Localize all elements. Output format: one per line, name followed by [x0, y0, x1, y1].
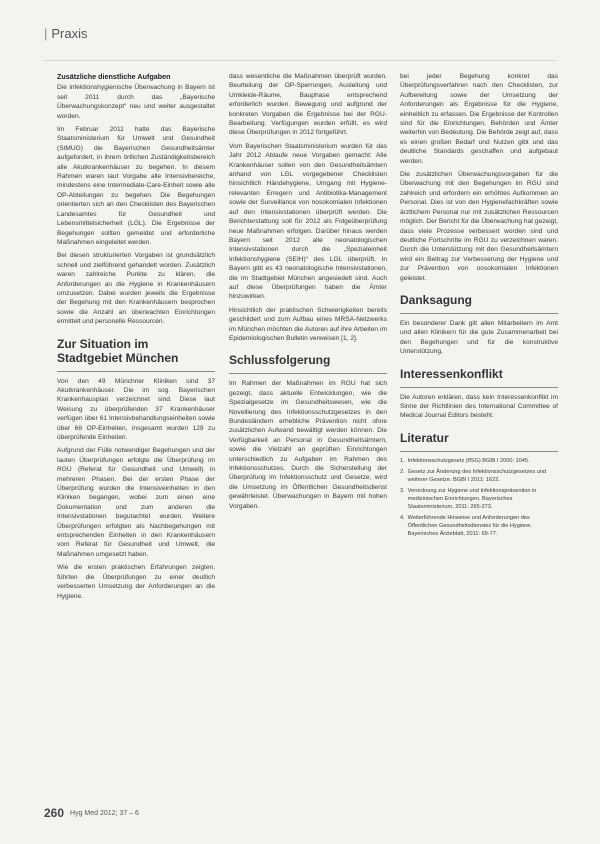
heading-situation: Zur Situation im Stadtgebiet München	[57, 336, 179, 365]
section-rule	[57, 371, 215, 372]
paragraph: Im Rahmen der Maßnahmen im RGU hat sich gezeigt, dass aktuelle Entwicklungen, wie die Spezialgesetze im Gesundheitswesen, wie die Novellierung des Infektionsschutzgesetzes in den Bundesländern erhebliche Prävention nicht ohne zusätzlichen Aufwand bewältigt werden können. Die Verfügbarkeit an Personal in Gesundheitsämtern, sowie die Vielzahl an geprüften Einrichtungen unterschiedlich zu Aufgaben im Rahmen des Infektionsschutzes. Durch die Sicherstellung der Überprüfung im Infektionsschutz und Gesetze, wird die Umsetzung im Öffentlichen Gesundheitsdienst gewährleistet. Überwachungen in Bayern mit hohen Vorgaben.	[229, 380, 387, 510]
column-2	[229, 72, 387, 515]
reference-list	[400, 457, 558, 538]
reference-number: 2.	[400, 468, 405, 475]
section-rule	[229, 373, 387, 374]
paragraph: Bei diesen strukturierten Vorgaben ist grundsätzlich schnell und zielführend gehandelt worden. Zusätzlich waren zahlreiche Punkte zu klären, die Anforderungen an die Hygiene in Krankenhäusern umzusetzen. Dabei wurden jeweils die Ergebnisse der Begehung mit den Krankenhäusern besprochen sowie die Anzahl an überwachten Einrichtungen ermittelt und personelle Ressourcen.	[57, 252, 215, 326]
paragraph: Die infektionshygienische Überwachung in Bayern ist seit 2011 durch das „Bayerische Überwachungskonzept“ neu und weiter ausgestaltet worden.	[57, 84, 215, 120]
reference-text: Infektionsschutzgesetz (IfSG) BGBl I 2000: 1045.	[407, 457, 530, 464]
paragraph: Die Autoren erklären, dass kein Interessenkonflikt im Sinne der Richtlinien des International Committee of Medical Journal Editors besteht.	[400, 393, 558, 420]
reference-item	[400, 457, 558, 465]
heading-conflict: Interessenkonflikt	[400, 366, 503, 381]
reference-number: 1.	[400, 457, 405, 464]
column-3	[400, 72, 558, 541]
paragraph: Im Februar 2011 hatte das Bayerische Staatsministerium für Umwelt und Gesundheit (StMUG) die Bayerischen Gesundheitsämter aufgefordert, in ihrem örtlichen Zuständigkeitsbereich alle Akutkrankenhäuser zu begehen. In diesem Rahmen waren laut Vorgabe alle Intensivbereiche, mindestens eine Intermediate-Care-Einheit sowie alle OP-Abteilungen zu begehen. Die Begehungen orientierten sich an den Checklisten des Bayerischen Landesamtes für Gesundheit und Lebensmittelsicherheit (LGL). Die Ergebnisse der Begehungen sollten gemeldet und erforderliche Maßnahmen eingeleitet werden.	[57, 126, 215, 246]
paragraph: bei jeder Begehung konkret das Überprüfungsverfahren nach den Checklisten, zur Aufbereitung sowie der Umsetzung der Anforderungen als Ergebnisse für die Hygiene, einheitlich zu erfassen. Die Ergebnisse der Kontrollen sind für die Einrichtungen, Behörden und Ämter weiterhin von Bedeutung. Die Behörde zeigt auf, dass es einen großen Bedarf und Nutzen gibt und das deutliche Standards geschaffen und aufgebaut werden.	[400, 73, 558, 165]
paragraph: Aufgrund der Fülle notwendiger Begehungen und der lauten Überprüfungen erfolgte die Überprüfung im RGU (Referat für Gesundheit und Umwelt) in mehreren Phasen. Bei der ersten Phase der Überprüfung wurden die Intensiveinheiten in den Kliniken begangen, wobei zum einen eine Dokumentation und zum anderen die Intensivstationen begutachtet wurden. Weitere Überprüfungen erfolgten als Nachbegehungen mit entsprechenden Einheiten in den Krankenhäusern vom Referat für Gesundheit und Umwelt, die Maßnahmen umgesetzt haben.	[57, 447, 215, 558]
reference-number: 3.	[400, 487, 405, 494]
section-rule	[400, 387, 558, 388]
heading-conclusion: Schlussfolgerung	[229, 353, 331, 368]
journal-citation: Hyg Med 2012; 37 – 6	[70, 809, 139, 817]
page-footer	[44, 806, 139, 820]
reference-item	[400, 468, 558, 484]
section-rule	[400, 451, 558, 452]
paragraph: Hinsichtlich der praktischen Schwierigkeiten bereits geschildert und zum Aufbau eines MRSA-Netzwerks im München möchten die Autoren auf ihre Arbeiten im Epidemiologischen Bulletin verweisen [1, 2].	[229, 306, 387, 342]
header-rule	[44, 60, 556, 61]
reference-item	[400, 514, 558, 538]
heading-literature: Literatur	[400, 430, 449, 445]
reference-text: Verordnung zur Hygiene und Infektionsprävention in medizinischen Einrichtungen. Bayerisches Staatsministerium, 2011: 265-273.	[407, 487, 537, 510]
reference-number: 4.	[400, 514, 405, 521]
page-number: 260	[44, 806, 65, 820]
paragraph: Die zusätzlichen Überwachungsvorgaben für die Überwachung mit den Begehungen im RGU sind zahlreich und erfordern ein erhöhtes Aufkommen an Personal. Dies ist von den Hygienefachkräften sowie ärztlichem Personal nur mit zusätzlichen Ressourcen möglich. Der Bericht für die Überwachung hat gezeigt, dass viele Prozesse verbessert worden sind und deutliche Fortschritte im RGU zu verzeichnen waren. Durch die Unterstützung mit den Gesundheitsämtern wird ein Beitrag zur Verbesserung der Hygiene und zur Prävention von nosokomialen Infektionen geleistet.	[400, 171, 558, 282]
heading-thanks: Danksagung	[400, 292, 473, 307]
heading-additional-tasks: Zusätzliche dienstliche Aufgaben	[57, 72, 171, 81]
paragraph: dass wesentliche die Maßnahmen überprüft wurden. Beurteilung der OP-Sperrungen, Ausleitung und Umkleide-Räume, Bauphase entsprechend erforderlich wurden. Bewegung und aufgrund der konkreten Vorgaben die Ergebnisse bei der RGU-Bearbeitung. Verfügungen wurden erfüllt, es wird diese Überprüfungen in 2012 fortgeführt.	[229, 73, 387, 137]
header-divider: |	[44, 26, 48, 41]
reference-text: Gesetz zur Änderung des Infektionsschutzgesetzes und weiterer Gesetze. BGBl I 2011: 1622.	[407, 468, 547, 483]
paragraph: Ein besonderer Dank gilt allen Mitarbeitern im Amt und allen Klinikern für die gute Zusammenarbeit bei den Begehungen und für die konstruktive Unterstützung.	[400, 319, 558, 356]
section-label: Praxis	[51, 26, 88, 41]
section-header	[44, 26, 88, 41]
paragraph: Wie die ersten praktischen Erfahrungen zeigten, führten die Überprüfungen zu einer deutlich verbesserten Umsetzung der Anforderungen an die Hygiene.	[57, 564, 215, 600]
section-rule	[400, 313, 558, 314]
paragraph: Vom Bayerischen Staatsministerium wurden für das Jahr 2012 Ablaufe neue Vorgaben gemacht: Alle Krankenhäuser sollen von den Gesundheitsämtern anhand von LGL vorgegebener Checklisten hinsichtlich Händehygiene, Umgang mit Hygiene-relevanten Erregern und Antibiotika-Management sowie der Surveillance von nosokomialen Infektionen auf den Intensivstationen überprüft werden. Die Berichterstattung soll für 2012 als Folgeüberprüfung neue Maßnahmen erfolgen. Darüber hinaus werden Bayern seit 2012 alle neonatologischen Intensivstationen durch die „Spezialeinheit Infektionshygiene (SEIH)“ des LGL überprüft. In Bayern gibt es 43 neonatologische Intensivstationen, die im Stadtgebiet München angesiedelt sind. Auch auf diese Überprüfungen haben die Ämter hinzuwirken.	[229, 142, 387, 301]
reference-item	[400, 487, 558, 511]
reference-text: Weiterführende Hinweise und Anforderungen des Öffentlichen Gesundheitsdienstes für die Hygiene. Bayerisches Ärzteblatt, 2011: 69-77.	[407, 514, 532, 537]
column-1	[57, 72, 215, 605]
paragraph: Von den 49 Münchner Kliniken sind 37 Akutkrankenhäuser. Die im sog. Bayerischen Krankenhausplan verzeichnet sind. Diese laut Weisung zu überprüfenden 37 Krankenhäuser verfügen über 61 Intensivbehandlungseinheiten sowie über 68 OP-Einheiten, insgesamt wurden 129 zu überprüfende Einheiten.	[57, 377, 215, 441]
